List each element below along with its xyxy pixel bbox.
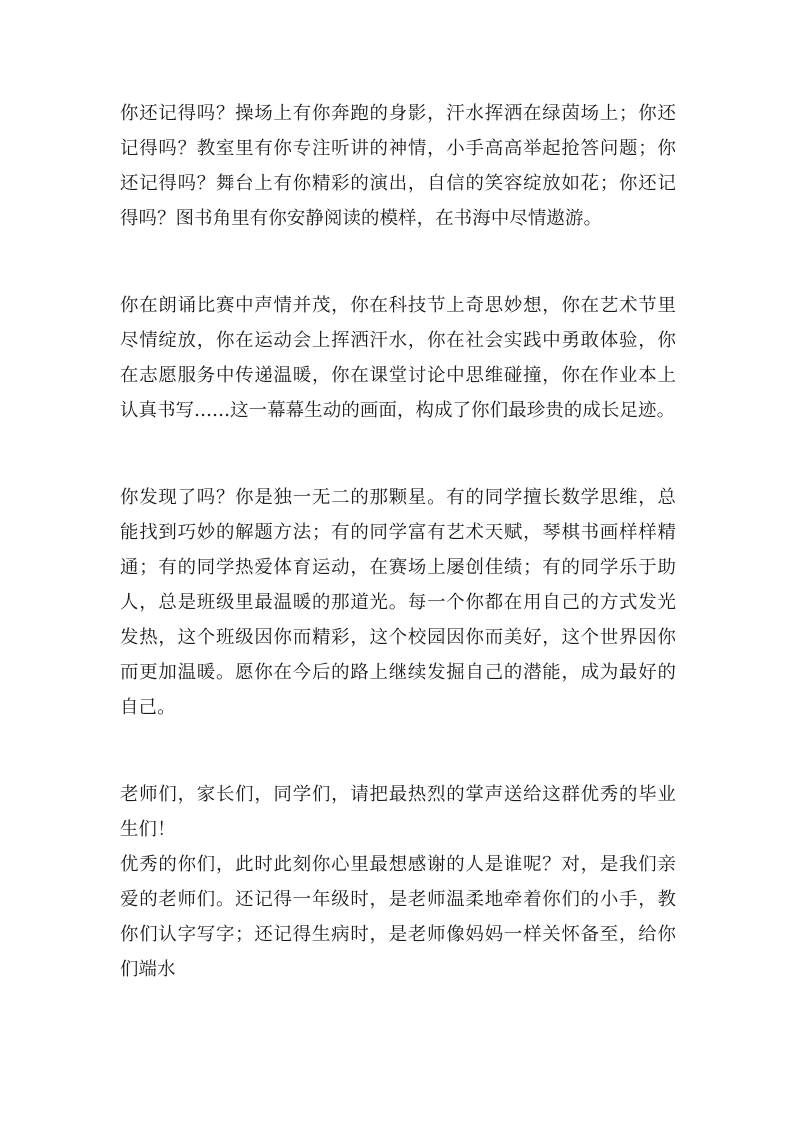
paragraph-unique-star: 你发现了吗？你是独一无二的那颗星。有的同学擅长数学思维，总能找到巧妙的解题方法；有的同学富有艺术天赋，琴棋书画样样精通；有的同学热爱体育运动，在赛场上屡创佳绩；有的同学乐于助人，总是班级里最温暖的那道光。每一个你都在用自己的方式发光发热，这个班级因你而精彩，这个校园因你而美好，这个世界因你而更加温暖。愿你在今后的路上继续发掘自己的潜能，成为最好的自己。 [120, 487, 676, 718]
paragraph-thanks-teachers: 优秀的你们，此时此刻你心里最想感谢的人是谁呢？对，是我们亲爱的老师们。还记得一年级时，是老师温柔地牵着你们的小手，教你们认字写字；还记得生病时，是老师像妈妈一样关怀备至，给你们端水 [120, 854, 676, 980]
paragraph-applause: 老师们，家长们，同学们，请把最热烈的掌声送给这群优秀的毕业生们！ [120, 784, 676, 840]
paragraph-gap [120, 725, 676, 777]
document-page [120, 96, 676, 987]
paragraph-memories: 你还记得吗？操场上有你奔跑的身影，汗水挥洒在绿茵场上；你还记得吗？教室里有你专注听讲的神情，小手高高举起抢答问题；你还记得吗？舞台上有你精彩的演出，自信的笑容绽放如花；你还记得吗？图书角里有你安静阅读的模样，在书海中尽情遨游。 [120, 103, 676, 229]
paragraph-gap [120, 428, 676, 480]
paragraph-activities: 你在朗诵比赛中声情并茂，你在科技节上奇思妙想，你在艺术节里尽情绽放，你在运动会上挥洒汗水，你在社会实践中勇敢体验，你在志愿服务中传递温暖，你在课堂讨论中思维碰撞，你在作业本上认真书写......这一幕幕生动的画面，构成了你们最珍贵的成长足迹。 [120, 295, 676, 421]
paragraph-gap [120, 236, 676, 288]
